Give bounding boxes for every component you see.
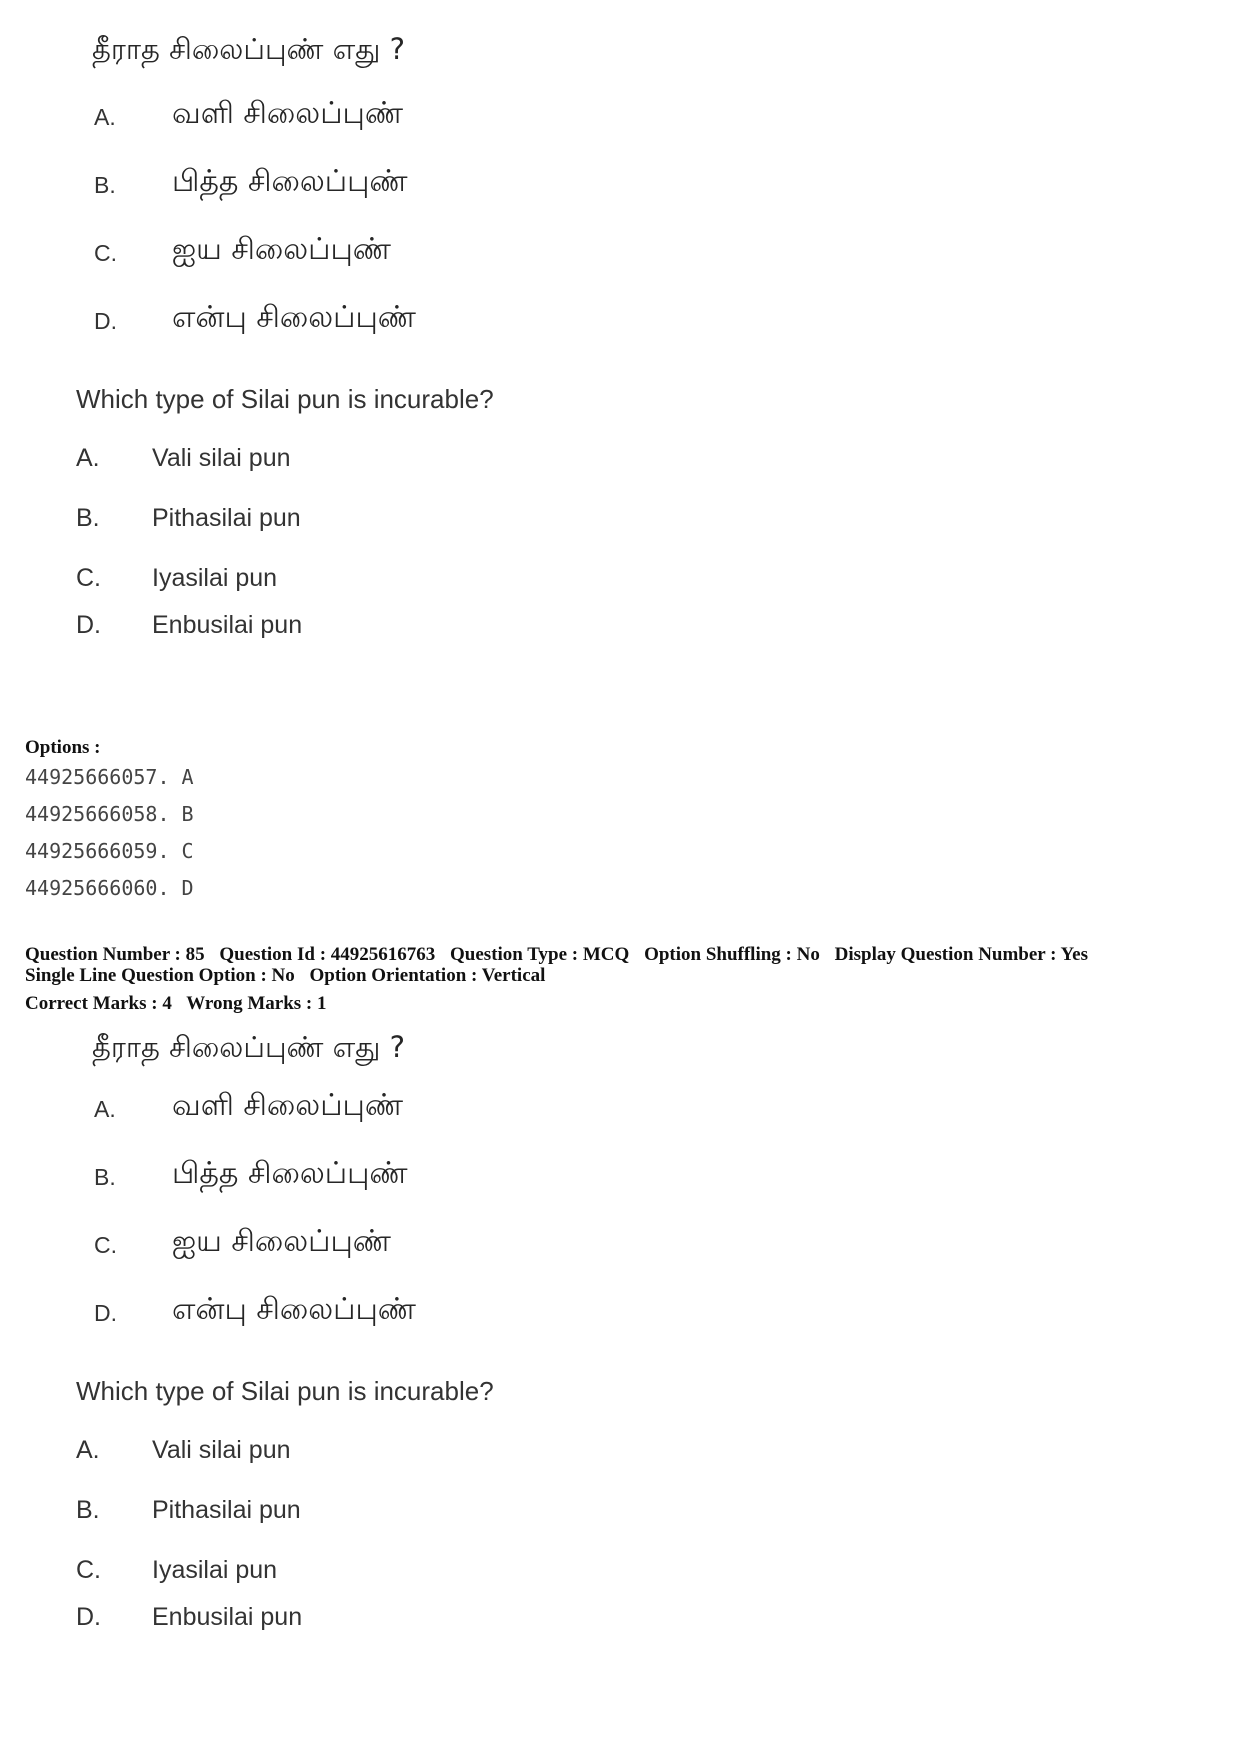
option-letter: A.: [94, 104, 116, 130]
option-shuffling: Option Shuffling : No: [644, 944, 820, 965]
option-letter: C.: [76, 1556, 101, 1584]
option-letter: C.: [76, 564, 101, 592]
option-code-d: 44925666060. D: [25, 876, 194, 900]
option-text: ஐய சிலைப்புண்: [172, 1224, 391, 1259]
option-code-c: 44925666059. C: [25, 839, 194, 863]
correct-marks: Correct Marks : 4: [25, 993, 172, 1014]
option-text: பித்த சிலைப்புண்: [172, 164, 408, 199]
option-letter: B.: [94, 172, 116, 198]
option-text: பித்த சிலைப்புண்: [172, 1156, 408, 1191]
option-letter: D.: [76, 1603, 101, 1631]
option-orientation: Option Orientation : Vertical: [309, 965, 546, 986]
option-text: வளி சிலைப்புண்: [172, 96, 404, 131]
option-letter: D.: [94, 1300, 117, 1326]
question-id: Question Id : 44925616763: [219, 944, 436, 965]
question-meta-line-1: [25, 944, 1088, 966]
option-text: Enbusilai pun: [152, 611, 303, 639]
option-letter: B.: [76, 1496, 100, 1524]
option-text: வளி சிலைப்புண்: [172, 1088, 404, 1123]
option-text: Enbusilai pun: [152, 1603, 303, 1631]
option-letter: D.: [94, 308, 117, 334]
question-image-top: [70, 0, 630, 660]
english-question-text: Which type of Silai pun is incurable?: [76, 1376, 494, 1406]
option-code-b: 44925666058. B: [25, 802, 194, 826]
option-text: Vali silai pun: [152, 1436, 291, 1464]
option-text: என்பு சிலைப்புண்: [172, 300, 416, 335]
option-letter: D.: [76, 611, 101, 639]
option-text: Pithasilai pun: [152, 1496, 301, 1524]
options-heading: Options :: [25, 737, 101, 758]
option-code-a: 44925666057. A: [25, 765, 194, 789]
option-letter: A.: [94, 1096, 116, 1122]
question-type: Question Type : MCQ: [450, 944, 630, 965]
option-letter: B.: [94, 1164, 116, 1190]
option-letter: B.: [76, 504, 100, 532]
single-line-option: Single Line Question Option : No: [25, 965, 295, 986]
english-question-text: Which type of Silai pun is incurable?: [76, 384, 494, 414]
option-text: Iyasilai pun: [152, 1556, 278, 1584]
option-text: Vali silai pun: [152, 444, 291, 472]
tamil-question-text: தீராத சிலைப்புண் எது ?: [92, 32, 406, 66]
option-letter: A.: [76, 1436, 100, 1464]
option-letter: C.: [94, 1232, 117, 1258]
question-number: Question Number : 85: [25, 944, 205, 965]
option-text: ஐய சிலைப்புண்: [172, 232, 391, 267]
question-meta-line-3: [25, 993, 326, 1015]
question-image-bottom: [70, 1022, 630, 1662]
option-text: என்பு சிலைப்புண்: [172, 1292, 416, 1327]
wrong-marks: Wrong Marks : 1: [186, 993, 327, 1014]
tamil-question-text: தீராத சிலைப்புண் எது ?: [92, 1030, 406, 1064]
option-codes-list: [25, 761, 194, 909]
question-meta-line-2: [25, 965, 545, 987]
option-text: Pithasilai pun: [152, 504, 301, 532]
option-letter: A.: [76, 444, 100, 472]
option-letter: C.: [94, 240, 117, 266]
option-text: Iyasilai pun: [152, 564, 278, 592]
display-question-number: Display Question Number : Yes: [834, 944, 1088, 965]
